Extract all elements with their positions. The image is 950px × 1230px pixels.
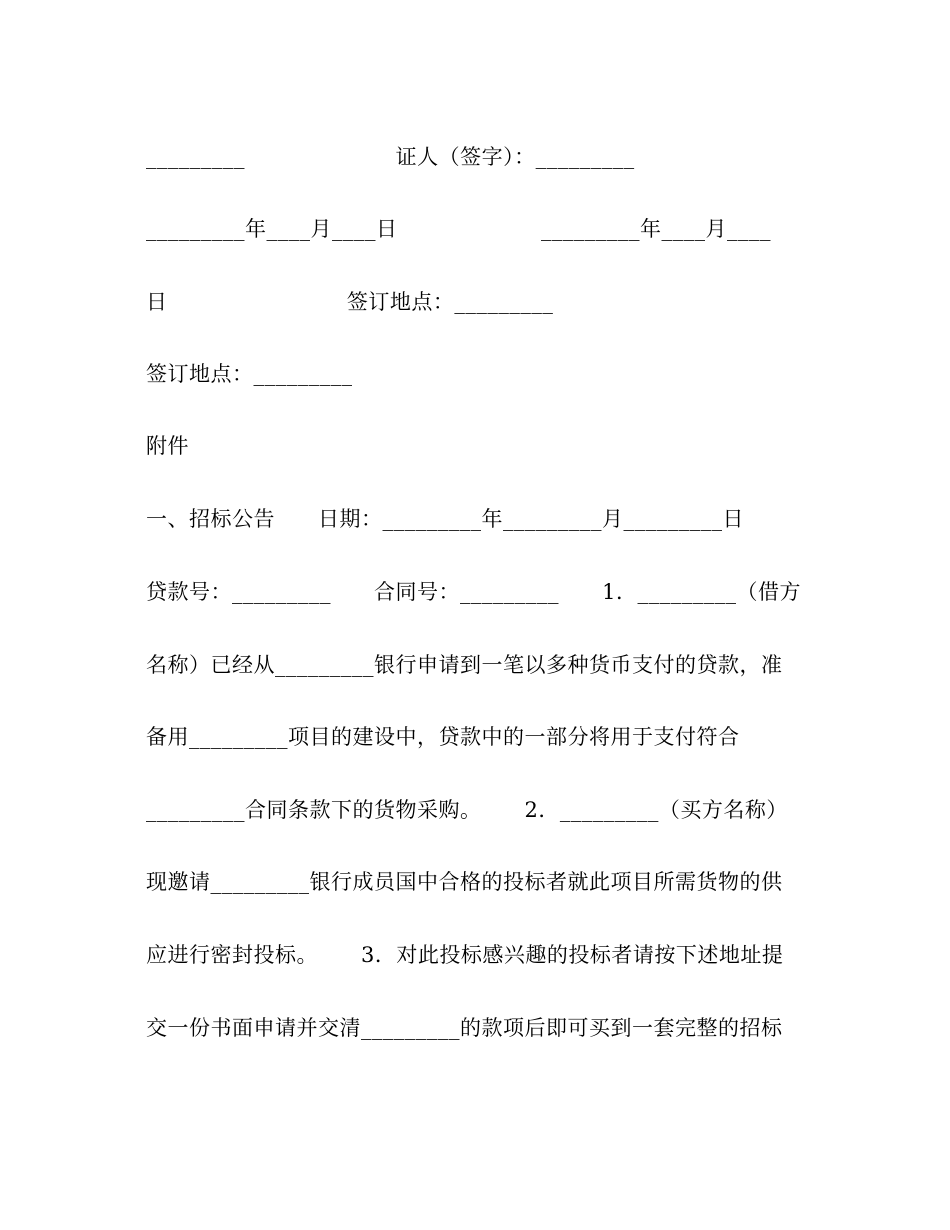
paragraph-line: _________合同条款下的货物采购。 2．_________（买方名称） bbox=[146, 798, 788, 822]
paragraph-line: 贷款号：_________ 合同号：_________ 1．_________（借方 bbox=[146, 580, 801, 604]
paragraph-line: 应进行密封投标。 3．对此投标感兴趣的投标者请按下述地址提 bbox=[146, 943, 784, 967]
attachment-heading: 附件 bbox=[146, 434, 189, 458]
paragraph-line: 交一份书面申请并交清_________的款项后即可买到一套完整的招标 bbox=[146, 1016, 783, 1040]
date-line: _________年____月____日 _________年____月____ bbox=[146, 217, 772, 241]
signing-place-line-2: 签订地点：_________ bbox=[146, 362, 353, 386]
signing-place-line: 日 签订地点：_________ bbox=[146, 290, 554, 314]
paragraph-line: 备用_________项目的建设中，贷款中的一部分将用于支付符合 bbox=[146, 725, 740, 749]
paragraph-line: 名称）已经从_________银行申请到一笔以多种货币支付的贷款，准 bbox=[146, 653, 783, 677]
paragraph-line: 现邀请_________银行成员国中合格的投标者就此项目所需货物的供 bbox=[146, 870, 783, 894]
tender-notice-heading: 一、招标公告 日期：_________年_________月_________日 bbox=[146, 507, 745, 531]
witness-signature-line: _________ 证人（签字）：_________ bbox=[146, 145, 635, 169]
